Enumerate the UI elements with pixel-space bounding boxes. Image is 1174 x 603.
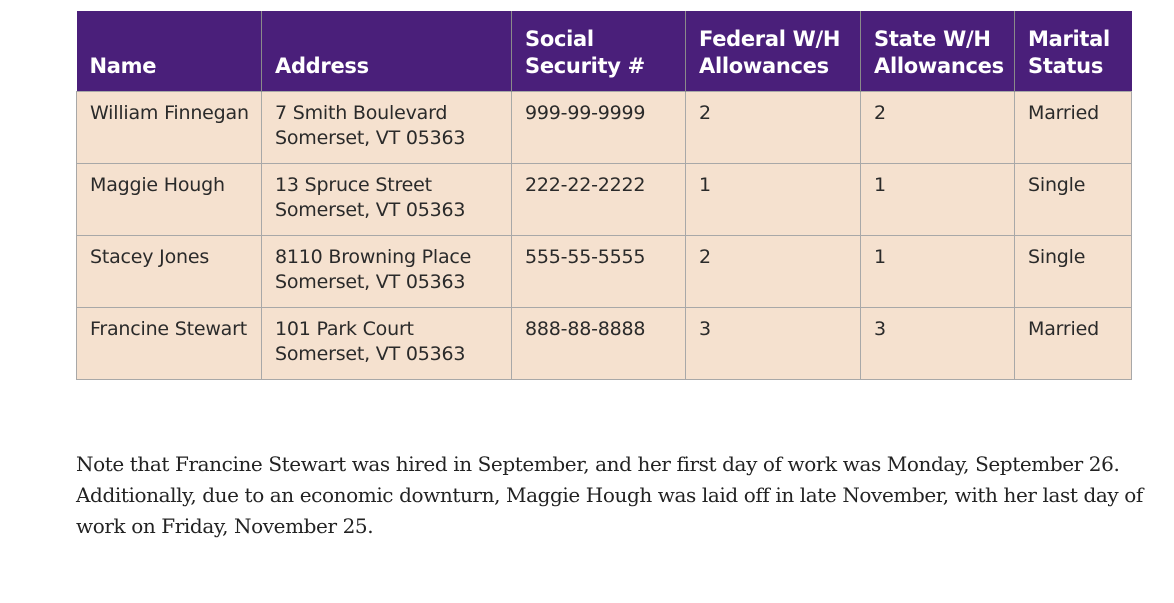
table-header bbox=[77, 11, 1132, 91]
cell-name: Stacey Jones bbox=[77, 235, 262, 307]
header-row bbox=[77, 11, 1132, 91]
header-name: Name bbox=[77, 11, 262, 91]
table-row bbox=[77, 235, 1132, 307]
address-line-2: Somerset, VT 05363 bbox=[275, 126, 466, 149]
header-marital-status: Marital Status bbox=[1015, 11, 1132, 91]
cell-name: William Finnegan bbox=[77, 91, 262, 163]
address-line-2: Somerset, VT 05363 bbox=[275, 198, 466, 221]
cell-ssn: 888-88-8888 bbox=[512, 307, 686, 379]
table-row bbox=[77, 163, 1132, 235]
cell-marital: Single bbox=[1015, 163, 1132, 235]
cell-ssn: 222-22-2222 bbox=[512, 163, 686, 235]
header-state-allowances: State W/H Allowances bbox=[861, 11, 1015, 91]
cell-federal: 2 bbox=[686, 91, 861, 163]
note-paragraph: Note that Francine Stewart was hired in September, and her first day of work was Monday, September 26. Additionally, due to an economic downturn, Maggie Hough was laid off in late November, with her last day of work on Friday, November 25. bbox=[76, 452, 1143, 538]
table-row bbox=[77, 91, 1132, 163]
cell-state: 1 bbox=[861, 235, 1015, 307]
table-body bbox=[77, 91, 1132, 379]
header-address: Address bbox=[262, 11, 512, 91]
address-line-1: 7 Smith Boulevard bbox=[275, 101, 448, 124]
header-ssn: Social Security # bbox=[512, 11, 686, 91]
cell-name: Maggie Hough bbox=[77, 163, 262, 235]
address-line-1: 13 Spruce Street bbox=[275, 173, 432, 196]
cell-federal: 3 bbox=[686, 307, 861, 379]
cell-address bbox=[262, 307, 512, 379]
cell-federal: 2 bbox=[686, 235, 861, 307]
cell-name: Francine Stewart bbox=[77, 307, 262, 379]
address-line-1: 101 Park Court bbox=[275, 317, 414, 340]
cell-state: 3 bbox=[861, 307, 1015, 379]
cell-marital: Single bbox=[1015, 235, 1132, 307]
address-line-1: 8110 Browning Place bbox=[275, 245, 472, 268]
header-federal-allowances: Federal W/H Allowances bbox=[686, 11, 861, 91]
cell-address bbox=[262, 91, 512, 163]
cell-marital: Married bbox=[1015, 91, 1132, 163]
cell-address bbox=[262, 163, 512, 235]
cell-state: 2 bbox=[861, 91, 1015, 163]
cell-address bbox=[262, 235, 512, 307]
cell-ssn: 999-99-9999 bbox=[512, 91, 686, 163]
cell-ssn: 555-55-5555 bbox=[512, 235, 686, 307]
cell-state: 1 bbox=[861, 163, 1015, 235]
address-line-2: Somerset, VT 05363 bbox=[275, 270, 466, 293]
cell-federal: 1 bbox=[686, 163, 861, 235]
address-line-2: Somerset, VT 05363 bbox=[275, 342, 466, 365]
table-row bbox=[77, 307, 1132, 379]
cell-marital: Married bbox=[1015, 307, 1132, 379]
employee-table bbox=[76, 11, 1132, 380]
